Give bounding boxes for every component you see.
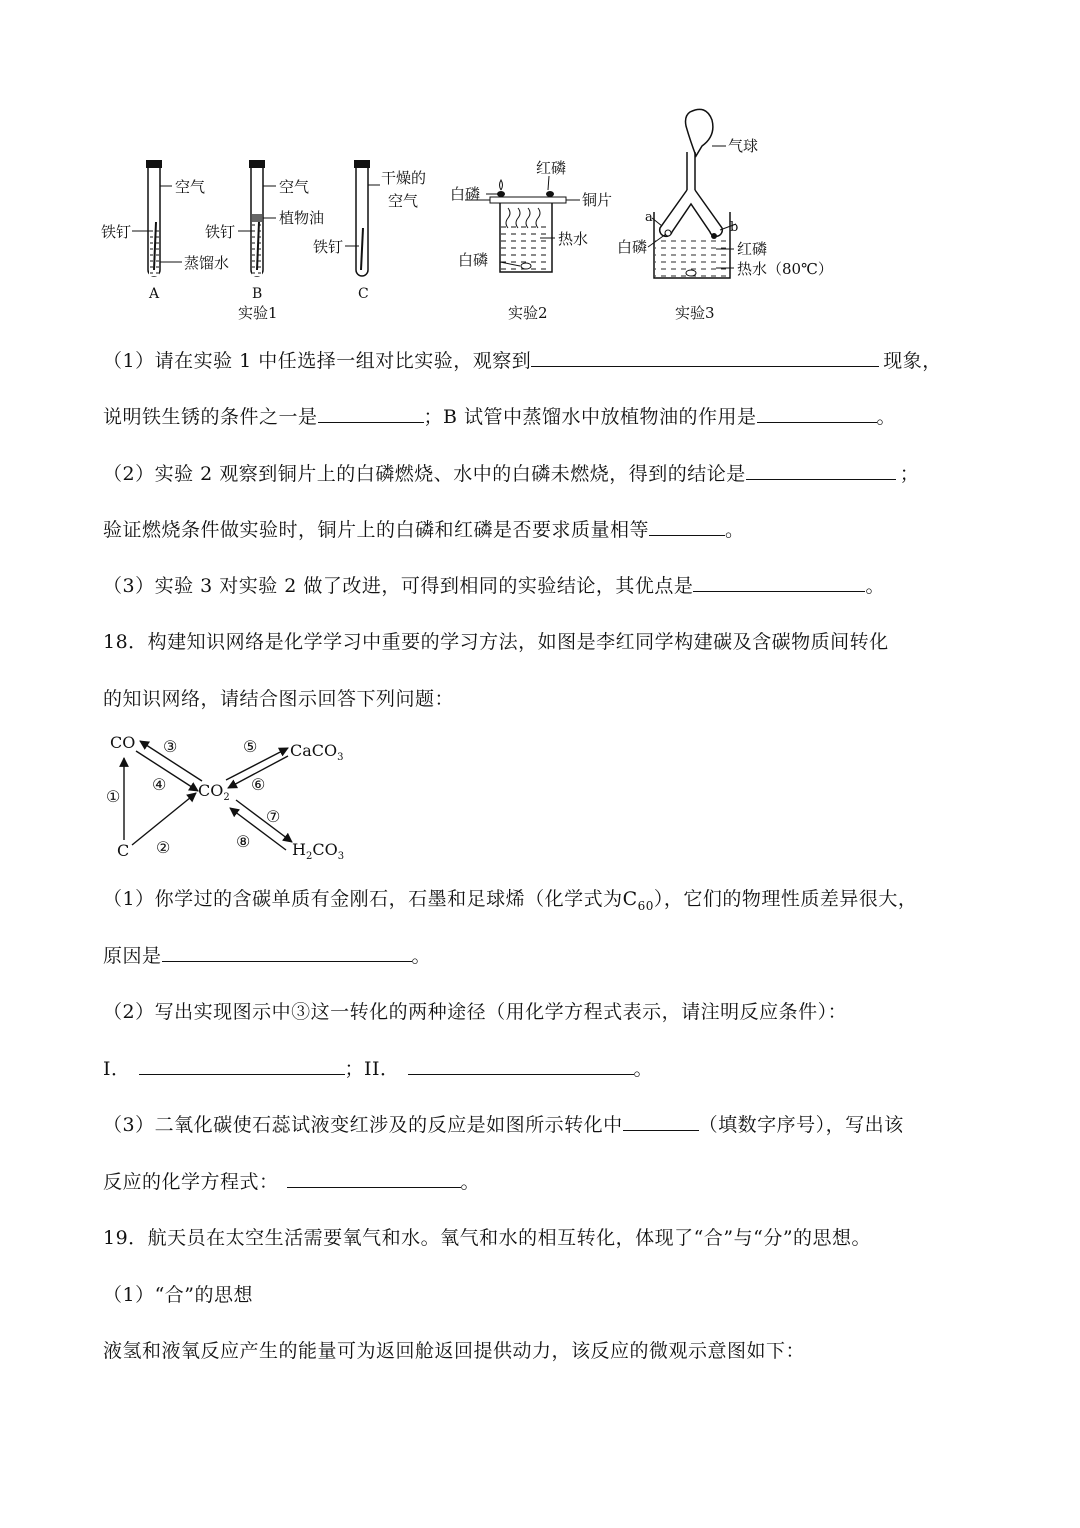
label-nail-b: 铁钉: [205, 223, 236, 241]
label-n7: ⑦: [266, 807, 281, 826]
label-red-p-3: 红磷: [737, 240, 768, 258]
answer-blank[interactable]: [746, 461, 896, 480]
label-b: b: [730, 220, 739, 235]
node-co2: $CO_2$: [198, 781, 230, 803]
q17-part2-line1: （2）实验 2 观察到铜片上的白磷燃烧、水中的白磷未燃烧，得到的结论是 ；: [103, 463, 920, 485]
node-caco3: CaCO$_3$: [290, 741, 344, 763]
answer-blank[interactable]: [318, 404, 424, 423]
label-n8: ⑧: [236, 832, 251, 851]
node-c: C: [117, 841, 130, 860]
answer-blank[interactable]: [623, 1112, 699, 1131]
q18-part2-line2: I． ；II． 。: [103, 1058, 654, 1080]
label-white-p-top: 白磷: [450, 185, 481, 203]
q17-part2-line2: 验证燃烧条件做实验时，铜片上的白磷和红磷是否要求质量相等 。: [103, 519, 745, 541]
label-dry-air-2: 空气: [388, 192, 419, 210]
label-balloon: 气球: [728, 137, 759, 155]
answer-blank[interactable]: [408, 1056, 634, 1075]
label-water-a: 蒸馏水: [184, 254, 230, 272]
answer-blank[interactable]: [162, 943, 412, 962]
answer-blank[interactable]: [693, 573, 865, 592]
label-n1: ①: [106, 787, 121, 806]
label-tube-b: B: [252, 286, 263, 302]
label-nail-a: 铁钉: [101, 223, 132, 241]
label-n2: ②: [156, 838, 171, 857]
label-hot-water-2: 热水: [558, 230, 589, 248]
q19-intro: 19．航天员在太空生活需要氧气和水。氧气和水的相互转化，体现了“合”与“分”的思想。: [103, 1227, 872, 1249]
q18-part3-line2: 反应的化学方程式： 。: [103, 1171, 481, 1193]
caption-exp3: 实验3: [675, 304, 715, 322]
label-air-b: 空气: [279, 178, 310, 196]
q17-part3: （3）实验 3 对实验 2 做了改进，可得到相同的实验结论，其优点是 。: [103, 575, 885, 597]
test-tube-c: [345, 160, 380, 276]
label-red-p-2: 红磷: [536, 159, 567, 177]
q18-intro-line2: 的知识网络，请结合图示回答下列问题：: [103, 688, 455, 710]
label-nail-c: 铁钉: [313, 238, 344, 256]
label-air-a: 空气: [175, 178, 206, 196]
experiment-3-beaker: [648, 109, 739, 278]
node-h2co3: $H_2CO_3$: [292, 840, 345, 862]
carbon-conversion-diagram: [100, 725, 360, 870]
label-n3: ③: [163, 737, 178, 756]
label-a: a: [645, 210, 653, 225]
caption-exp1: 实验1: [238, 304, 278, 322]
label-tube-a: A: [149, 286, 160, 302]
label-n4: ④: [152, 775, 167, 794]
label-white-p-bottom: 白磷: [458, 251, 489, 269]
experiment-figure: [95, 100, 855, 330]
caption-exp2: 实验2: [508, 304, 548, 322]
label-n5: ⑤: [243, 737, 258, 756]
answer-blank[interactable]: [531, 348, 879, 367]
arrow-4: [136, 751, 198, 791]
label-hot-water-3: 热水（80℃）: [737, 260, 833, 278]
q18-part3-line1: （3）二氧化碳使石蕊试液变红涉及的反应是如图所示转化中 （填数字序号），写出该: [103, 1114, 904, 1136]
node-co: CO: [110, 733, 136, 752]
answer-blank[interactable]: [139, 1056, 345, 1075]
label-dry-air-1: 干燥的: [381, 169, 427, 187]
answer-blank[interactable]: [757, 404, 877, 423]
label-oil-b: 植物油: [279, 209, 325, 227]
label-tube-c: C: [358, 286, 369, 302]
q18-part1-line2: 原因是 。: [103, 945, 432, 967]
label-copper: 铜片: [582, 191, 613, 209]
answer-blank[interactable]: [287, 1169, 461, 1188]
q18-part1-line1: （1）你学过的含碳单质有金刚石，石墨和足球烯（化学式为$C_{60}$），它们的物理性质差异很大，: [103, 888, 918, 913]
q18-intro-line1: 18．构建知识网络是化学学习中重要的学习方法，如图是李红同学构建碳及含碳物质间转化: [103, 631, 889, 653]
q19-part1-text: 液氢和液氧反应产生的能量可为返回舱返回提供动力，该反应的微观示意图如下：: [103, 1340, 806, 1362]
q18-part2-line1: （2）写出实现图示中③这一转化的两种途径（用化学方程式表示，请注明反应条件）：: [103, 1001, 848, 1023]
q19-part1-heading: （1）“合”的思想: [103, 1284, 254, 1306]
q17-part1-line1: （1）请在实验 1 中任选择一组对比实验，观察到 现象，: [103, 350, 942, 372]
answer-blank[interactable]: [649, 517, 725, 536]
label-white-p-3: 白磷: [617, 238, 648, 256]
label-n6: ⑥: [251, 775, 266, 794]
test-tube-b: [238, 160, 276, 276]
q17-part1-line2: 说明铁生锈的条件之一是 ；B 试管中蒸馏水中放植物油的作用是 。: [103, 406, 897, 428]
